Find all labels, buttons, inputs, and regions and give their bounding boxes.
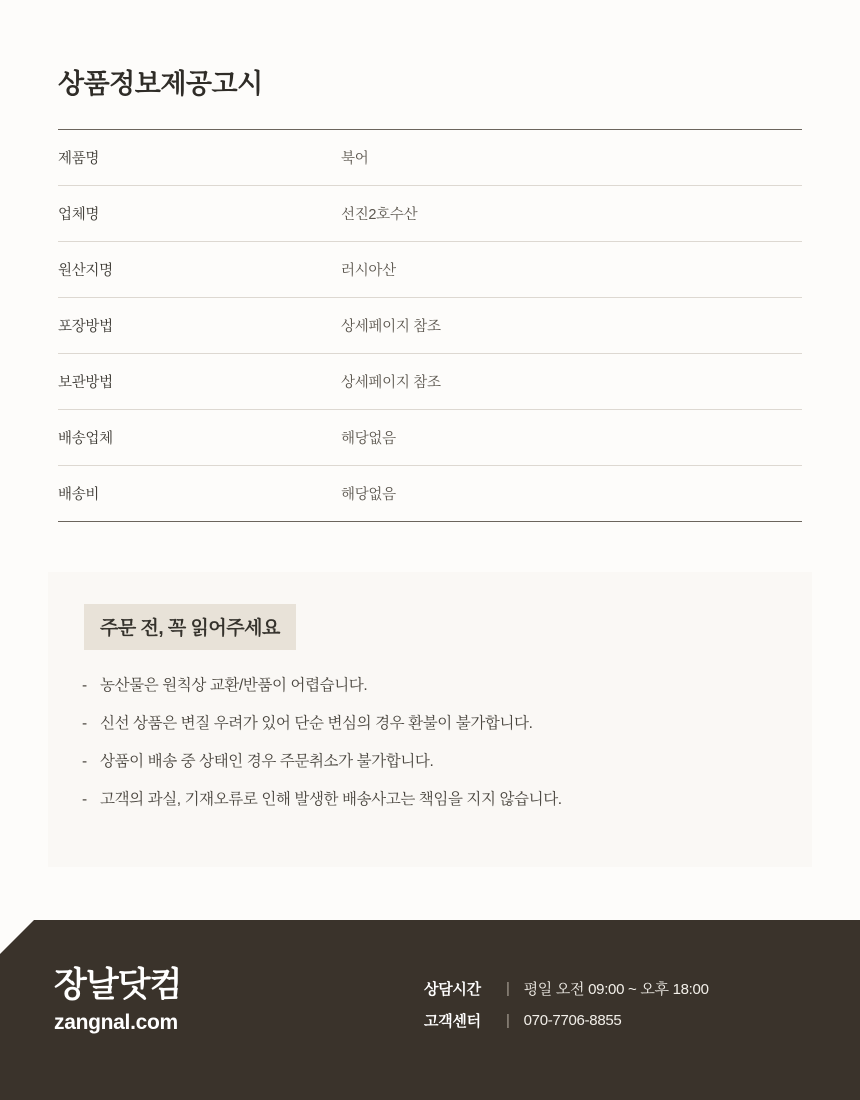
list-item bbox=[78, 676, 782, 696]
product-info-table bbox=[58, 129, 802, 522]
notice-heading: 주문 전, 꼭 읽어주세요 bbox=[84, 604, 296, 650]
row-label: 배송비 bbox=[58, 466, 341, 522]
product-info-section bbox=[0, 0, 860, 522]
row-label: 업체명 bbox=[58, 186, 341, 242]
table-row bbox=[58, 242, 802, 298]
contact-label: 고객센터 bbox=[424, 1013, 481, 1030]
list-dash: - bbox=[82, 715, 87, 733]
row-label: 원산지명 bbox=[58, 242, 341, 298]
list-dash: - bbox=[82, 791, 87, 809]
table-row bbox=[58, 354, 802, 410]
row-label: 보관방법 bbox=[58, 354, 341, 410]
page-footer bbox=[0, 920, 860, 1100]
list-item-text: 상품이 배송 중 상태인 경우 주문취소가 불가합니다. bbox=[100, 753, 434, 771]
list-item-text: 농산물은 원칙상 교환/반품이 어렵습니다. bbox=[100, 677, 368, 694]
list-item-text: 신선 상품은 변질 우려가 있어 단순 변심의 경우 환불이 불가합니다. bbox=[100, 715, 533, 733]
notice-box bbox=[48, 572, 812, 867]
contact-value: 평일 오전 09:00 ~ 오후 18:00 bbox=[523, 981, 709, 998]
contact-label: 상담시간 bbox=[424, 981, 481, 998]
row-label: 배송업체 bbox=[58, 410, 341, 466]
contact-separator: | bbox=[506, 980, 510, 997]
row-value: 러시아산 bbox=[341, 242, 802, 298]
list-item bbox=[78, 752, 782, 772]
row-value: 해당없음 bbox=[341, 410, 802, 466]
contact-block bbox=[424, 978, 709, 1042]
contact-value: 070-7706-8855 bbox=[523, 1012, 622, 1029]
page-title: 상품정보제공고시 bbox=[58, 69, 263, 99]
notice-list bbox=[78, 676, 782, 811]
list-item-text: 고객의 과실, 기재오류로 인해 발생한 배송사고는 책임을 지지 않습니다. bbox=[100, 791, 562, 809]
table-row bbox=[58, 130, 802, 186]
brand-name: 장날닷컴 bbox=[54, 966, 182, 1004]
row-label: 포장방법 bbox=[58, 298, 341, 354]
brand-url: zangnal.com bbox=[54, 1010, 178, 1034]
table-row bbox=[58, 410, 802, 466]
row-value: 북어 bbox=[341, 130, 802, 186]
list-dash: - bbox=[82, 677, 87, 694]
brand-block bbox=[54, 968, 181, 1035]
table-row bbox=[58, 186, 802, 242]
row-label: 제품명 bbox=[58, 130, 341, 186]
contact-row-hours bbox=[424, 978, 709, 999]
list-item bbox=[78, 790, 782, 810]
contact-row-center bbox=[424, 1010, 709, 1031]
row-value: 선진2호수산 bbox=[341, 186, 802, 242]
list-item bbox=[78, 714, 782, 734]
contact-separator: | bbox=[506, 1012, 510, 1029]
table-row bbox=[58, 466, 802, 522]
row-value: 상세페이지 참조 bbox=[341, 354, 802, 410]
footer-content bbox=[0, 920, 860, 1100]
row-value: 상세페이지 참조 bbox=[341, 298, 802, 354]
list-dash: - bbox=[82, 753, 87, 771]
row-value: 해당없음 bbox=[341, 466, 802, 522]
table-row bbox=[58, 298, 802, 354]
